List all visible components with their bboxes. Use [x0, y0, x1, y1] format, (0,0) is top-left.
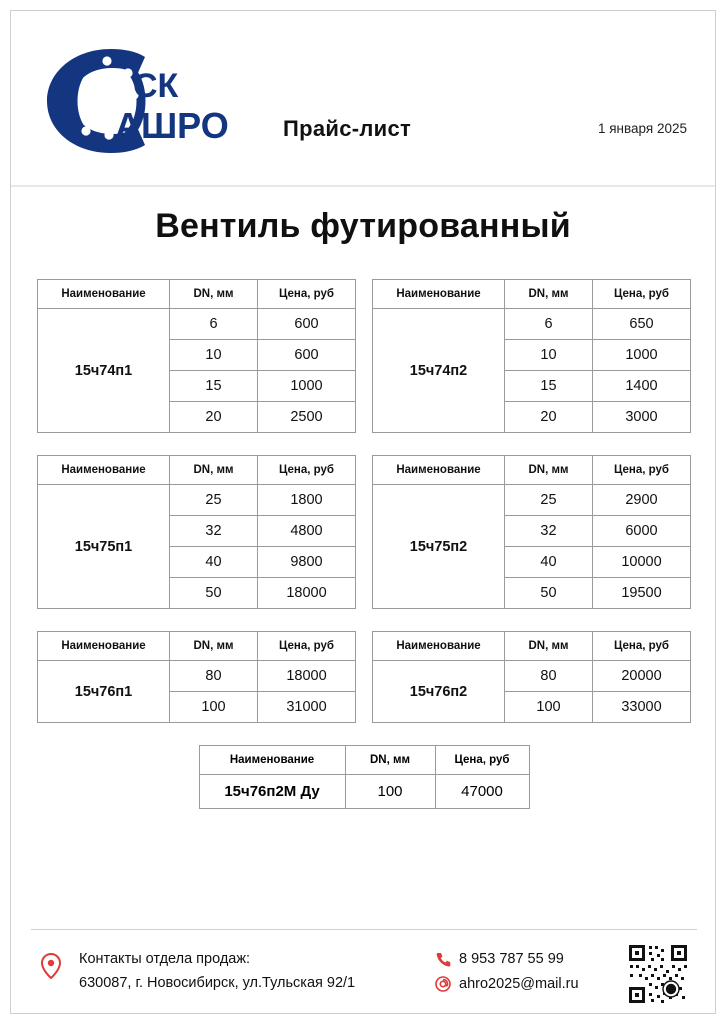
table-row-pair: [37, 455, 691, 609]
column-header-dn: DN, мм: [505, 456, 593, 485]
table-row: [38, 661, 356, 692]
price-cell: 10000: [593, 547, 691, 578]
price-table-15ch74p1: [37, 279, 356, 433]
column-header-name: Наименование: [38, 632, 170, 661]
email-address[interactable]: ahro2025@mail.ru: [459, 976, 579, 992]
price-cell: 600: [258, 340, 356, 371]
dn-cell: 15: [505, 371, 593, 402]
price-table-15ch76p2: [372, 631, 691, 723]
dn-cell: 32: [170, 516, 258, 547]
price-cell: 1400: [593, 371, 691, 402]
table-row: [38, 485, 356, 516]
price-table-15ch76p2m: [199, 745, 530, 809]
table-row: [199, 775, 529, 809]
price-cell: 6000: [593, 516, 691, 547]
product-name-cell: 15ч76п2М Ду: [199, 775, 345, 809]
table-header-row: [373, 280, 691, 309]
column-header-dn: DN, мм: [170, 280, 258, 309]
dn-cell: 80: [170, 661, 258, 692]
table-header-row: [373, 456, 691, 485]
logo-text-line1: СК: [133, 67, 179, 105]
price-cell: 19500: [593, 578, 691, 609]
dn-cell: 10: [170, 340, 258, 371]
price-cell: 9800: [258, 547, 356, 578]
table-row: [38, 309, 356, 340]
column-header-dn: DN, мм: [170, 632, 258, 661]
table-header-row: [38, 456, 356, 485]
column-header-price: Цена, руб: [258, 632, 356, 661]
column-header-name: Наименование: [199, 746, 345, 775]
column-header-price: Цена, руб: [258, 280, 356, 309]
column-header-dn: DN, мм: [505, 632, 593, 661]
column-header-name: Наименование: [373, 456, 505, 485]
dn-cell: 6: [170, 309, 258, 340]
column-header-dn: DN, мм: [345, 746, 435, 775]
price-cell: 33000: [593, 692, 691, 723]
dn-cell: 40: [505, 547, 593, 578]
email-icon: [435, 976, 451, 995]
price-cell: 31000: [258, 692, 356, 723]
contacts-address: 630087, г. Новосибирск, ул.Тульская 92/1: [79, 975, 356, 991]
price-table-15ch74p2: [372, 279, 691, 433]
dn-cell: 25: [505, 485, 593, 516]
footer-divider: [31, 929, 697, 930]
column-header-dn: DN, мм: [170, 456, 258, 485]
product-name-cell: 15ч76п2: [373, 661, 505, 723]
table-header-row: [373, 632, 691, 661]
location-pin-icon: [41, 953, 61, 984]
price-cell: 2500: [258, 402, 356, 433]
logo-text-line2: АШРО: [115, 105, 229, 146]
price-cell: 4800: [258, 516, 356, 547]
price-cell: 18000: [258, 661, 356, 692]
price-cell: 18000: [258, 578, 356, 609]
price-tables: [37, 279, 691, 809]
dn-cell: 50: [170, 578, 258, 609]
table-header-row: [199, 746, 529, 775]
company-logo: [33, 35, 243, 165]
phone-icon: [435, 951, 452, 972]
dn-cell: 40: [170, 547, 258, 578]
document-header: [11, 11, 715, 186]
price-cell: 600: [258, 309, 356, 340]
dn-cell: 6: [505, 309, 593, 340]
price-cell: 2900: [593, 485, 691, 516]
dn-cell: 15: [170, 371, 258, 402]
dn-cell: 50: [505, 578, 593, 609]
column-header-price: Цена, руб: [593, 456, 691, 485]
table-row: [373, 309, 691, 340]
qr-code: [627, 943, 689, 1005]
column-header-name: Наименование: [38, 456, 170, 485]
product-name-cell: 15ч75п1: [38, 485, 170, 609]
dn-cell: 80: [505, 661, 593, 692]
product-name-cell: 15ч75п2: [373, 485, 505, 609]
dn-cell: 20: [170, 402, 258, 433]
table-row-pair: [37, 631, 691, 723]
table-row-pair: [37, 279, 691, 433]
document-sheet: [10, 10, 716, 1014]
price-cell: 20000: [593, 661, 691, 692]
price-cell: 1000: [593, 340, 691, 371]
column-header-dn: DN, мм: [505, 280, 593, 309]
column-header-name: Наименование: [373, 280, 505, 309]
price-list-label: Прайс-лист: [283, 116, 412, 141]
price-table-15ch75p2: [372, 455, 691, 609]
column-header-name: Наименование: [38, 280, 170, 309]
dn-cell: 20: [505, 402, 593, 433]
header-divider: [11, 185, 715, 187]
dn-cell: 25: [170, 485, 258, 516]
product-name-cell: 15ч74п2: [373, 309, 505, 433]
product-name-cell: 15ч76п1: [38, 661, 170, 723]
phone-number[interactable]: 8 953 787 55 99: [459, 951, 564, 967]
dn-cell: 32: [505, 516, 593, 547]
dn-cell: 100: [345, 775, 435, 809]
document-date: 1 января 2025: [597, 121, 687, 136]
price-cell: 3000: [593, 402, 691, 433]
column-header-price: Цена, руб: [593, 632, 691, 661]
single-table-wrapper: [37, 745, 691, 809]
price-cell: 47000: [435, 775, 529, 809]
dn-cell: 10: [505, 340, 593, 371]
column-header-price: Цена, руб: [593, 280, 691, 309]
column-header-name: Наименование: [373, 632, 505, 661]
page-title: Вентиль футированный: [155, 207, 571, 245]
product-name-cell: 15ч74п1: [38, 309, 170, 433]
price-table-15ch76p1: [37, 631, 356, 723]
column-header-price: Цена, руб: [258, 456, 356, 485]
price-cell: 650: [593, 309, 691, 340]
price-cell: 1000: [258, 371, 356, 402]
price-cell: 1800: [258, 485, 356, 516]
table-header-row: [38, 280, 356, 309]
column-header-price: Цена, руб: [435, 746, 529, 775]
dn-cell: 100: [170, 692, 258, 723]
table-row: [373, 661, 691, 692]
document-footer: [11, 939, 715, 1009]
table-row: [373, 485, 691, 516]
dn-cell: 100: [505, 692, 593, 723]
table-header-row: [38, 632, 356, 661]
price-table-15ch75p1: [37, 455, 356, 609]
contacts-title: Контакты отдела продаж:: [79, 951, 251, 967]
